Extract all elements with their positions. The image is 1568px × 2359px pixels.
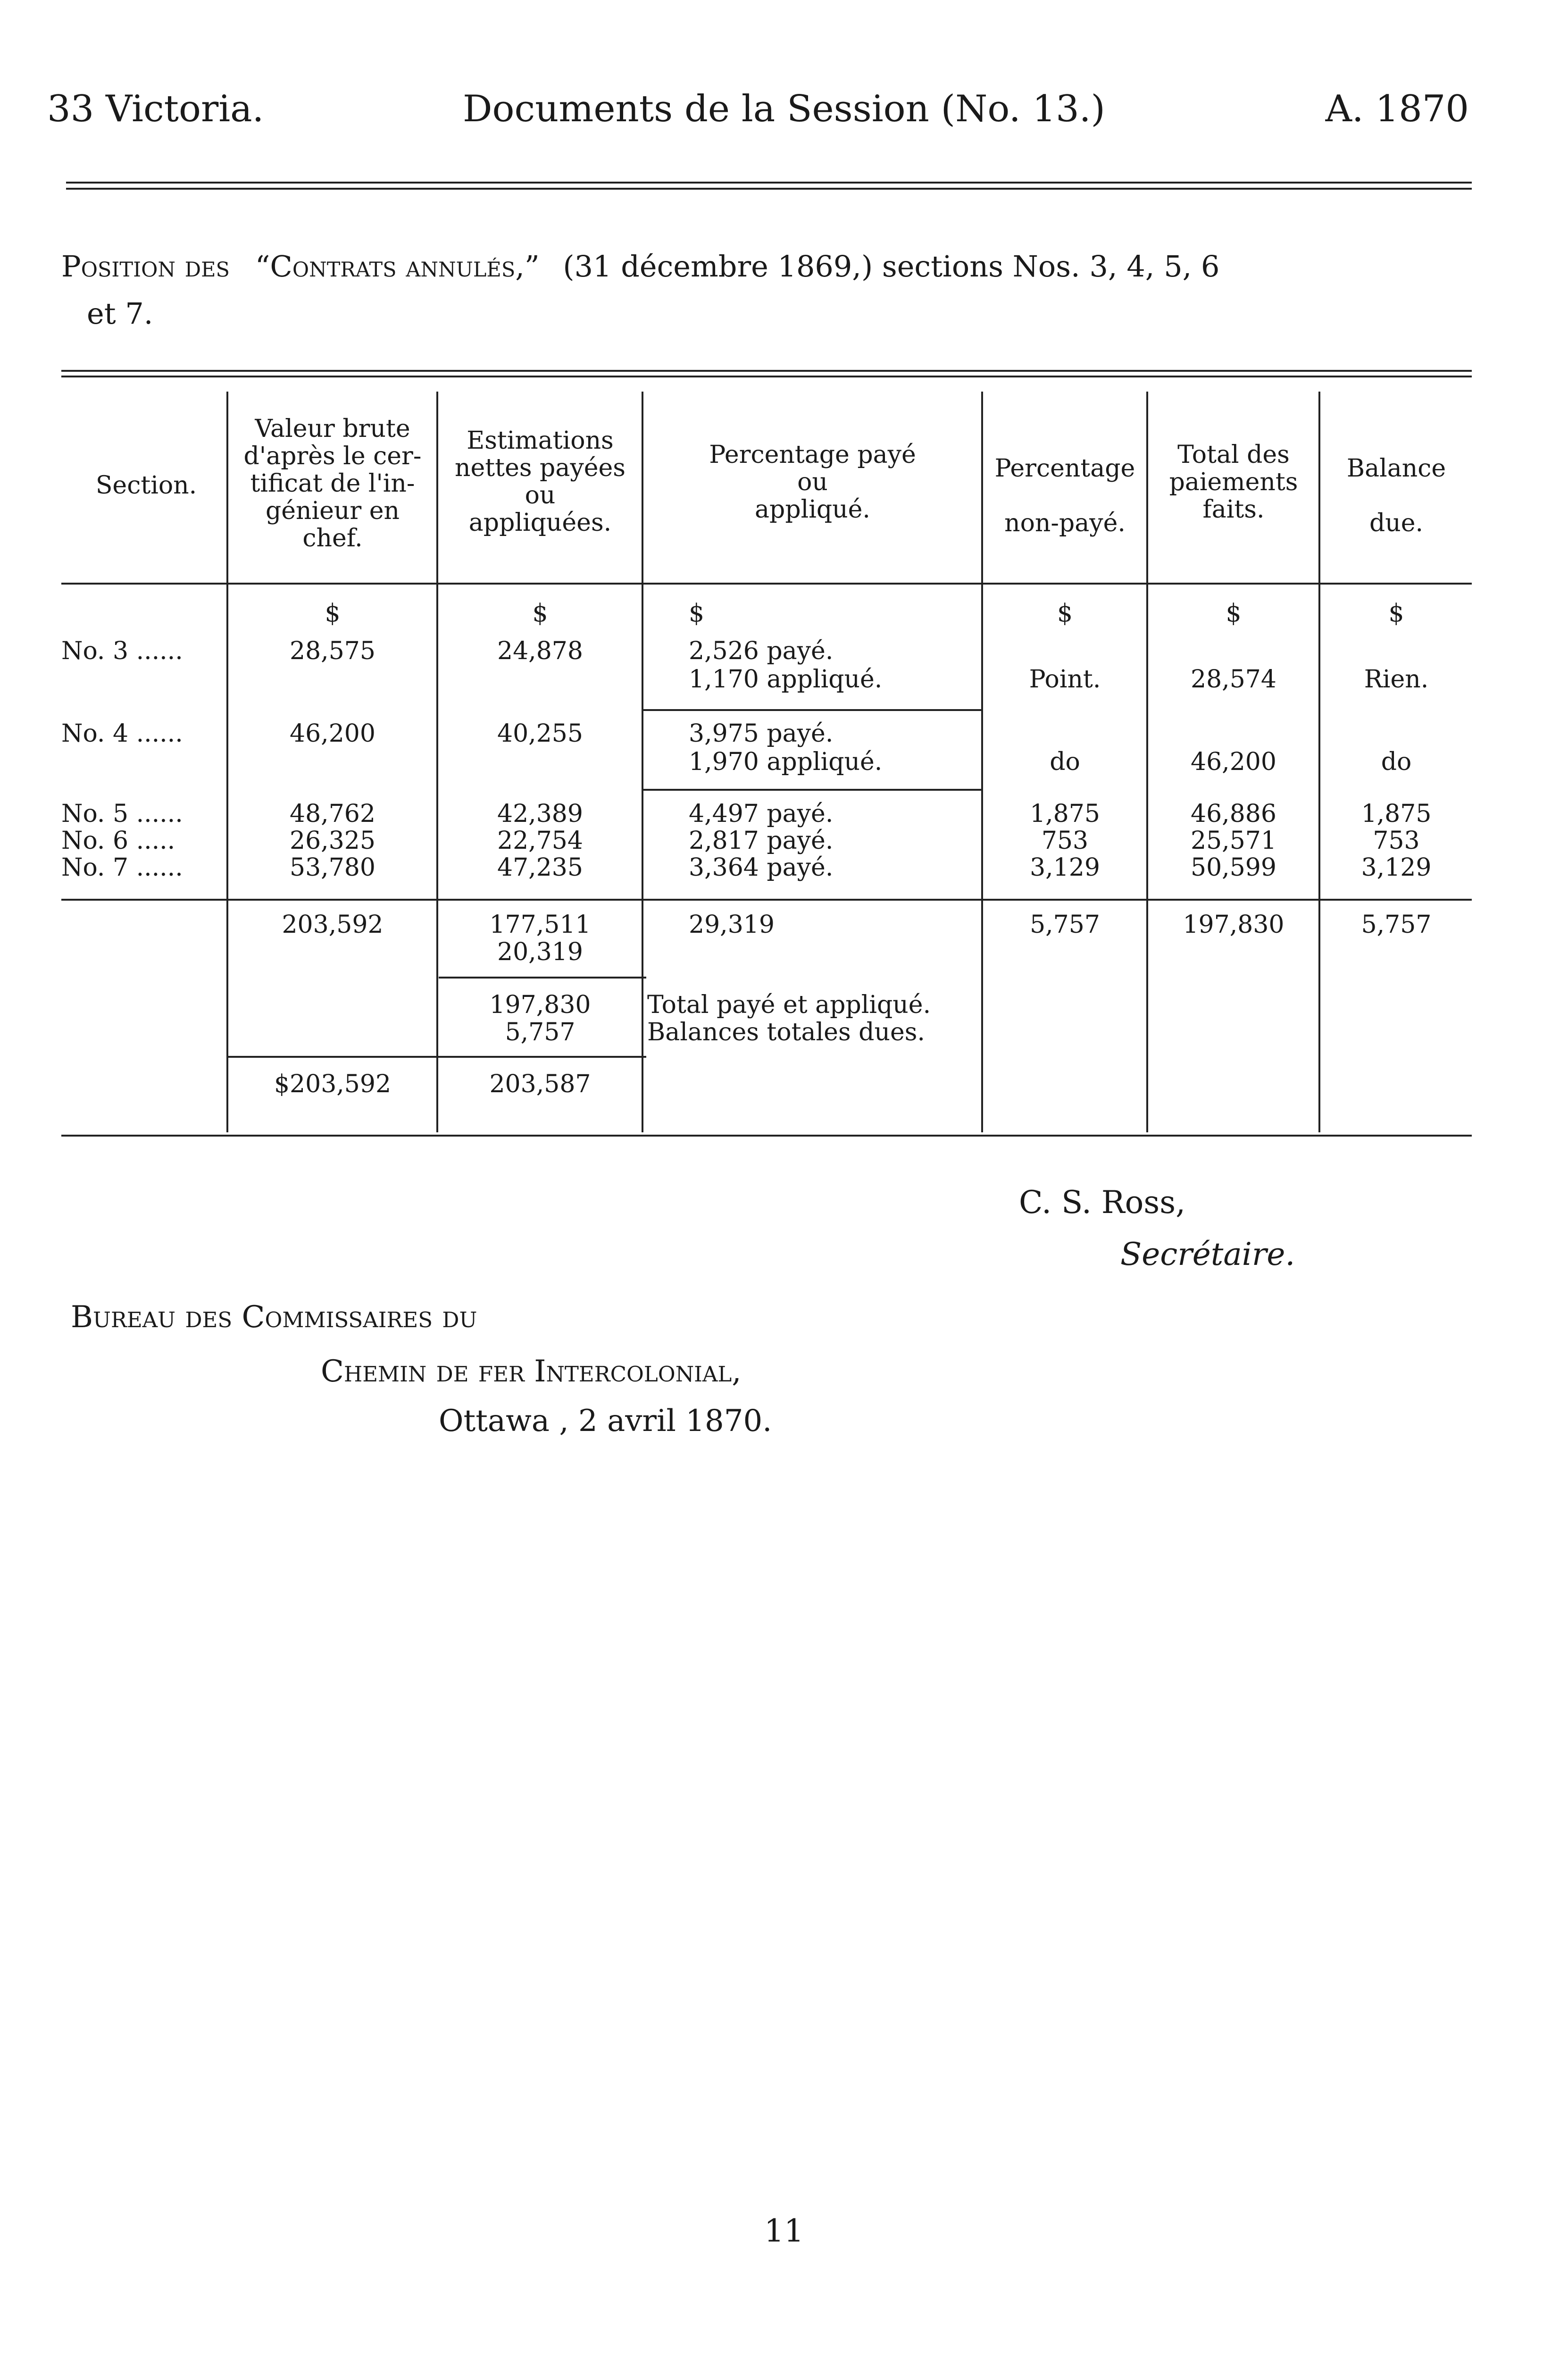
col-rule-3	[642, 392, 643, 1132]
grand-estimations: 203,587	[489, 1070, 591, 1098]
totals-balance: 5,757	[1361, 911, 1432, 939]
currency-balance: $	[1388, 599, 1404, 627]
row-non-paye: 1,875	[1030, 800, 1100, 828]
row-non-paye: 753	[1041, 827, 1089, 855]
row-section: No. 3 ......	[61, 637, 183, 665]
row-balance: 1,875	[1361, 800, 1432, 828]
row-total: 28,574	[1191, 665, 1276, 694]
header-valeur-line: d'après le cer-	[243, 442, 422, 470]
col-rule-6	[1318, 392, 1320, 1132]
row-non-paye: do	[1050, 748, 1080, 776]
row-paye: 3,364 payé.	[689, 853, 834, 882]
row-balance: 753	[1373, 827, 1420, 855]
header-rule	[61, 583, 1472, 585]
row-applique: 1,970 appliqué.	[689, 748, 883, 776]
row-valeur: 53,780	[290, 853, 375, 882]
running-head-year: A. 1870	[1325, 88, 1469, 130]
row-paye: 2,817 payé.	[689, 827, 834, 855]
table-rule-top-1	[61, 370, 1472, 372]
header-percentage-non-line: Percentage	[994, 454, 1135, 483]
header-percentage-non-line: non-payé.	[1004, 509, 1126, 537]
table-rule-top-2	[61, 376, 1472, 377]
row-balance: Rien.	[1364, 665, 1429, 694]
summary-label-total: Total payé et appliqué.	[647, 991, 931, 1019]
row-estimations: 42,389	[497, 800, 583, 828]
totals-paye: 29,319	[689, 911, 775, 939]
row-total: 46,200	[1191, 748, 1276, 776]
currency-paye: $	[689, 599, 705, 627]
currency-estimations: $	[532, 599, 548, 627]
totals-estimations-applied: 20,319	[497, 938, 583, 966]
header-percentage-paye-line: appliqué.	[755, 495, 870, 524]
caption-prefix: Position des	[61, 249, 230, 284]
row-paye: 2,526 payé.	[689, 637, 834, 665]
header-balance	[1321, 441, 1472, 551]
row-estimations: 24,878	[497, 637, 583, 665]
row-rule-2	[642, 789, 981, 791]
row-estimations: 22,754	[497, 827, 583, 855]
row-section: No. 4 ......	[61, 719, 183, 748]
caption-title: “Contrats annulés,”	[255, 249, 540, 284]
summary-label-balance: Balances totales dues.	[647, 1018, 925, 1046]
header-percentage-paye-line: Percentage payé	[709, 441, 916, 469]
currency-total: $	[1226, 599, 1242, 627]
col-rule-2	[436, 392, 438, 1132]
header-total-line: Total des	[1177, 441, 1290, 469]
sub-rule-1	[439, 977, 646, 979]
table-caption	[61, 249, 1220, 284]
row-estimations: 47,235	[497, 853, 583, 882]
col-rule-1	[226, 392, 228, 1132]
row-section: No. 6 .....	[61, 827, 175, 855]
header-valeur-line: chef.	[302, 524, 363, 552]
header-percentage-non-paye	[984, 441, 1146, 551]
currency-non-paye: $	[1057, 599, 1073, 627]
row-applique: 1,170 appliqué.	[689, 665, 883, 694]
header-valeur-line: génieur en	[265, 497, 400, 525]
header-total-line: paiements	[1169, 468, 1298, 496]
header-estimations-line: Estimations	[467, 427, 614, 455]
row-paye: 4,497 payé.	[689, 800, 834, 828]
page-number: 11	[764, 2213, 804, 2249]
totals-total: 197,830	[1183, 911, 1284, 939]
signature-name: C. S. Ross,	[1019, 1184, 1186, 1221]
row-balance: do	[1381, 748, 1412, 776]
row-non-paye: Point.	[1029, 665, 1101, 694]
header-estimations	[439, 427, 642, 536]
header-percentage-paye	[644, 441, 981, 523]
currency-valeur: $	[325, 599, 341, 627]
totals-non-paye: 5,757	[1030, 911, 1100, 939]
totals-estimations-paid: 177,511	[489, 911, 591, 939]
header-estimations-line: appliquées.	[468, 509, 612, 537]
signature-title: Secrétaire.	[1120, 1236, 1295, 1272]
row-total: 46,886	[1191, 800, 1276, 828]
summary-estimations-balance: 5,757	[505, 1018, 575, 1046]
footer-office: Bureau des Commissaires du	[71, 1300, 477, 1335]
row-rule-1	[642, 709, 981, 711]
totals-valeur: 203,592	[282, 911, 384, 939]
footer-dateline: Ottawa , 2 avril 1870.	[439, 1404, 772, 1439]
grand-valeur: $203,592	[274, 1070, 392, 1098]
summary-estimations-total: 197,830	[489, 991, 591, 1019]
row-valeur: 46,200	[290, 719, 375, 748]
table-rule-bottom	[61, 1135, 1472, 1137]
row-estimations: 40,255	[497, 719, 583, 748]
row-section: No. 5 ......	[61, 800, 183, 828]
header-balance-line: due.	[1369, 509, 1424, 537]
header-total	[1149, 441, 1318, 523]
row-non-paye: 3,129	[1030, 853, 1100, 882]
running-head-title: Documents de la Session (No. 13.)	[463, 88, 1105, 130]
caption-detail: (31 décembre 1869,) sections Nos. 3, 4, 5, 6	[563, 249, 1220, 284]
header-total-line: faits.	[1202, 495, 1265, 524]
header-balance-line: Balance	[1346, 454, 1446, 483]
row-valeur: 26,325	[290, 827, 375, 855]
header-percentage-paye-line: ou	[797, 468, 828, 496]
header-estimations-line: nettes payées	[455, 454, 626, 482]
header-estimations-line: ou	[525, 481, 556, 510]
col-rule-4	[981, 392, 983, 1132]
caption-line-2: et 7.	[87, 296, 153, 331]
totals-rule	[61, 899, 1472, 901]
footer-railway: Chemin de fer Intercolonial,	[321, 1354, 742, 1389]
row-section: No. 7 ......	[61, 853, 183, 882]
header-valeur-line: tificat de l'in-	[250, 469, 415, 498]
row-balance: 3,129	[1361, 853, 1432, 882]
row-total: 25,571	[1191, 827, 1276, 855]
header-valeur	[229, 415, 436, 552]
row-total: 50,599	[1191, 853, 1276, 882]
head-rule-top	[66, 182, 1472, 184]
head-rule-bottom	[66, 188, 1472, 190]
header-section: Section.	[95, 471, 197, 500]
row-valeur: 28,575	[290, 637, 375, 665]
header-valeur-line: Valeur brute	[255, 415, 410, 443]
col-rule-5	[1146, 392, 1148, 1132]
row-paye: 3,975 payé.	[689, 719, 834, 748]
running-head-left: 33 Victoria.	[47, 88, 264, 130]
row-valeur: 48,762	[290, 800, 375, 828]
